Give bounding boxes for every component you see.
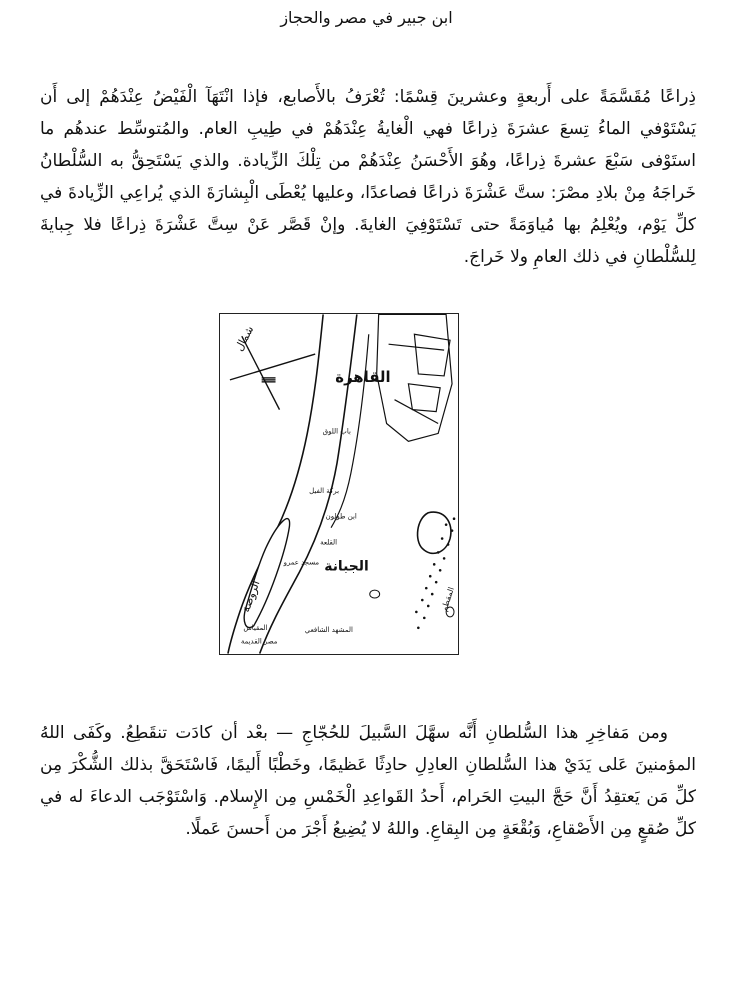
cemetery-label: الجبانة: [324, 558, 369, 575]
map-small-label: ابن طولون: [325, 512, 357, 521]
running-title: ابن جبير في مصر والحجاز: [280, 8, 453, 27]
citadel: [418, 512, 451, 553]
map-small-label: مسجد عمرو: [283, 558, 320, 567]
map-small-label: القلعة: [320, 538, 338, 547]
map-small-label: باب اللوق: [322, 427, 351, 436]
map-drawing: [220, 314, 458, 654]
map-small-label: المشهد الشافعي: [304, 625, 353, 634]
pond: [370, 590, 380, 598]
roda-label: الروضة: [239, 578, 263, 614]
cairo-label: القاهرة: [335, 367, 391, 386]
north-label: شمال: [232, 323, 257, 354]
map-small-label: المقطم: [439, 585, 456, 613]
map-figure: [219, 313, 459, 655]
map-small-label: بركة الفيل: [309, 486, 339, 495]
map-small-label: مصر القديمة: [240, 637, 278, 646]
map-small-label: المقياس: [243, 623, 268, 632]
paragraph-sultan-pilgrimage: ومن مَفاخِرِ هذا السُّلطانِ أَنَّه سهَّلَ السَّبيلَ للحُجّاجِ — بعْد أن كادَت تنقَطِعُ. وكَفَى اللهُ المؤمنينَ عَلى يَدَيْ هذا السُّلطانِ العادِلِ حادِثًا عَظيمًا، وخَطْبًا أَليمًا، فَاسْتَحَقَّ بذلك الشُّكْرَ مِن كلِّ مَن يَعتقِدُ أَنَّ حَجَّ البيتِ الحَرام، أَحدُ القَواعِدِ الْخَمْسِ مِن الإِسلام. وَاسْتَوْجَب الدعاءَ له في كلِّ صُقعٍ مِن الأَصْقاعِ، وَبُقْعَةٍ مِن البِقاعِ. واللهُ لا يُضِيعُ أَجْرَ من أَحسنَ عَملًا.: [40, 723, 696, 839]
paragraph-nile-flood: ذِراعًا مُقَسَّمَةً على أَربعةٍ وعشرينَ قِسْمًا: تُعْرَفُ بالأَصابع، فإذا انْتَهَآ الْفَيْضُ عِنْدَهُمْ إلى أَن يَسْتَوْفي الماءُ تِسعَ عشرَةَ ذِراعًا فهي الْغايةُ عِنْدَهُمْ في طِيبِ العام. والمُتوسِّط عندهُم ما استَوْفى سَبْعَ عشرةَ ذِراعًا، وهُوَ الأَحْسَنُ عِنْدَهُمْ من تِلْكَ الزِّيادة. والذي يَسْتَحِقُّ به السُّلْطانُ خَراجَهُ مِنْ بلادِ مصْرَ: ستَّ عَشْرَةَ ذراعًا فصاعدًا، وعليها يُعْطَى الْبِشارَةَ الذي يُراعِي الزِّيادةَ في كلِّ يَوْم، ويُعْلِمُ بها مُياوَمَةً حتى تَسْتَوْفِيَ الغايةَ. وإنْ قَصَّر عَنْ سِتَّ عَشْرَةَ ذِراعًا فلا جِبايةَ لِلسُّلْطانِ في ذلك العامِ ولا خَراجَ.: [40, 87, 696, 267]
